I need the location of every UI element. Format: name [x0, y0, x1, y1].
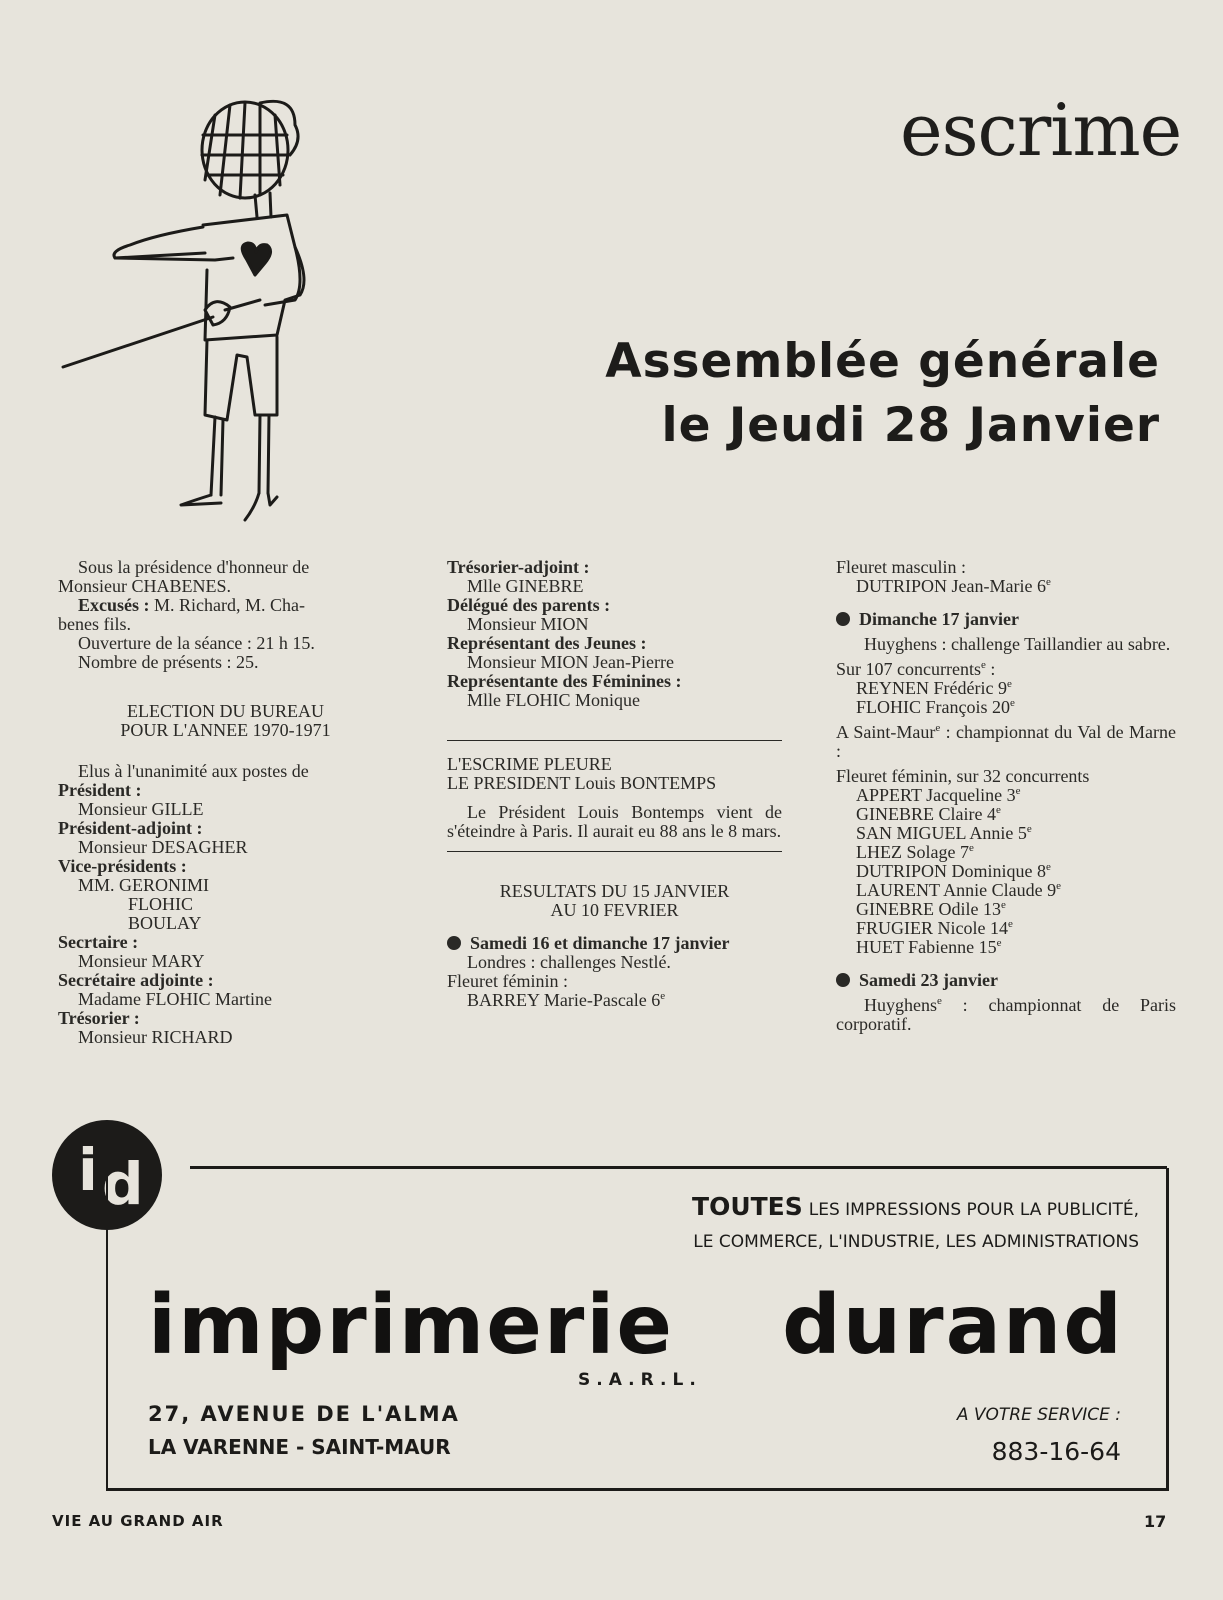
excuses-label: Excusés : — [78, 595, 150, 615]
huyghens-challenge: Huyghens : challenge Taillandier au sabre. — [864, 634, 1171, 654]
bullet-icon — [836, 612, 850, 626]
elus-line: Elus à l'unanimité aux postes de — [78, 761, 309, 781]
section-title: escrime — [900, 88, 1182, 172]
ad-name-word-2: durand — [782, 1278, 1124, 1373]
headline-line-1: Assemblée générale — [605, 334, 1160, 389]
intro-line-1: Sous la présidence d'honneur de — [78, 557, 310, 577]
fencer-illustration — [55, 95, 315, 535]
ad-address-2: LA VARENNE - SAINT-MAUR — [148, 1435, 451, 1459]
barrey-result: BARREY Marie-Pascale 6e — [467, 990, 666, 1010]
president-name: Monsieur GILLE — [78, 799, 204, 819]
huyghens-corporatif: Huyghens$^e$ : championnat de Paris corporatif. — [836, 995, 1176, 1034]
ad-name-word-1: imprimerie — [148, 1278, 675, 1373]
samedi23-heading: Samedi 23 janvier — [836, 971, 1176, 990]
column-1 — [58, 558, 393, 1047]
column-2 — [447, 558, 782, 1010]
dimanche17-heading: Dimanche 17 janvier — [836, 610, 1176, 629]
logo-letter-d: d — [102, 1150, 144, 1218]
logo-letter-i: i — [78, 1136, 98, 1204]
pleure-text: Le Président Louis Bontemps vient de s'éteindre à Paris. Il aurait eu 88 ans le 8 mars. — [447, 802, 782, 841]
ouverture-line: Ouverture de la séance : 21 h 15. — [78, 633, 315, 653]
result-item: LHEZ Solage 7e — [856, 842, 974, 862]
sur107-line: Sur 107 concurrents$^e$ : — [836, 659, 996, 679]
vp-name-2: FLOHIC — [128, 894, 194, 914]
fleuret-feminin-label: Fleuret féminin : — [447, 971, 568, 991]
adjoint-name: Monsieur DESAGHER — [78, 837, 248, 857]
pleure-heading-1: L'ESCRIME PLEURE — [447, 754, 612, 774]
reynen-result: REYNEN Frédéric 9e — [856, 678, 1012, 698]
vp-name-1: MM. GERONIMI — [78, 875, 210, 895]
resultats-heading-1: RESULTATS DU 15 JANVIER — [499, 881, 730, 901]
fleuret-masculin-label: Fleuret masculin : — [836, 557, 966, 577]
secretaire-name: Monsieur MARY — [78, 951, 205, 971]
flohic-francois-result: FLOHIC François 20e — [856, 697, 1015, 717]
ad-address-1: 27, AVENUE DE L'ALMA — [148, 1402, 460, 1426]
jeunes-name: Monsieur MION Jean-Pierre — [467, 652, 674, 672]
parents-name: Monsieur MION — [467, 614, 589, 634]
result-item: FRUGIER Nicole 14e — [856, 918, 1013, 938]
president-label: Président : — [58, 780, 142, 800]
ad-sarl: S.A.R.L. — [578, 1370, 702, 1390]
election-heading-2: POUR L'ANNEE 1970-1971 — [120, 720, 331, 740]
headline-line-2: le Jeudi 28 Janvier — [661, 398, 1160, 453]
ad-tagline-1: TOUTES LES IMPRESSIONS POUR LA PUBLICITÉ, — [692, 1192, 1139, 1221]
result-item: SAN MIGUEL Annie 5e — [856, 823, 1032, 843]
ad-toutes: TOUTES — [692, 1192, 803, 1221]
saint-maur-line: A Saint-Maur$^e$ : championnat du Val de Marne : — [836, 722, 1177, 761]
ad-service: A VOTRE SERVICE : — [956, 1405, 1121, 1425]
result-item: DUTRIPON Dominique 8e — [856, 861, 1051, 881]
excuses-text: M. Richard, M. Cha- — [149, 595, 305, 615]
tresorier-adjoint-name: Mlle GINEBRE — [467, 576, 584, 596]
results-list — [836, 786, 1176, 957]
presents-line: Nombre de présents : 25. — [78, 652, 259, 672]
resultats-heading-2: AU 10 FEVRIER — [550, 900, 679, 920]
result-item: GINEBRE Claire 4e — [856, 804, 1001, 824]
tresorier-label: Trésorier : — [58, 1008, 140, 1028]
tresorier-name: Monsieur RICHARD — [78, 1027, 233, 1047]
headline — [480, 330, 1160, 458]
parents-label: Délégué des parents : — [447, 595, 611, 615]
tresorier-adjoint-label: Trésorier-adjoint : — [447, 557, 590, 577]
excuses-continued: benes fils. — [58, 614, 131, 634]
vp-label: Vice-présidents : — [58, 856, 187, 876]
bullet-icon — [836, 973, 850, 987]
secretaire-adjointe-label: Secrétaire adjointe : — [58, 970, 214, 990]
secretaire-adjointe-name: Madame FLOHIC Martine — [78, 989, 272, 1009]
column-3 — [836, 558, 1176, 1034]
secretaire-label: Secrtaire : — [58, 932, 139, 952]
ad-phone: 883-16-64 — [991, 1437, 1121, 1466]
adjoint-label: Président-adjoint : — [58, 818, 203, 838]
pleure-heading-2: LE PRESIDENT Louis BONTEMPS — [447, 773, 717, 793]
vp-name-3: BOULAY — [128, 913, 202, 933]
feminines-label: Représentante des Féminines : — [447, 671, 682, 691]
intro-line-2: Monsieur CHABENES. — [58, 576, 232, 596]
result-item: HUET Fabienne 15e — [856, 937, 1002, 957]
ad-company-name — [148, 1278, 1124, 1373]
londres-line: Londres : challenges Nestlé. — [467, 952, 671, 972]
samedi16-heading: Samedi 16 et dimanche 17 janvier — [447, 934, 782, 953]
election-heading-1: ELECTION DU BUREAU — [127, 701, 324, 721]
excuses-line — [58, 596, 393, 615]
result-item: APPERT Jacqueline 3e — [856, 785, 1021, 805]
bullet-icon — [447, 936, 461, 950]
footer-magazine-name: VIE AU GRAND AIR — [52, 1512, 224, 1530]
result-item: GINEBRE Odile 13e — [856, 899, 1006, 919]
jeunes-label: Représentant des Jeunes : — [447, 633, 647, 653]
footer-page-number: 17 — [1144, 1512, 1167, 1531]
dutripon-jm-result: DUTRIPON Jean-Marie 6e — [856, 576, 1051, 596]
fleuret-feminin-32-label: Fleuret féminin, sur 32 concurrents — [836, 766, 1090, 786]
ad-tagline-2: LE COMMERCE, L'INDUSTRIE, LES ADMINISTRATIONS — [693, 1232, 1139, 1252]
feminines-name: Mlle FLOHIC Monique — [467, 690, 640, 710]
result-item: LAURENT Annie Claude 9e — [856, 880, 1062, 900]
